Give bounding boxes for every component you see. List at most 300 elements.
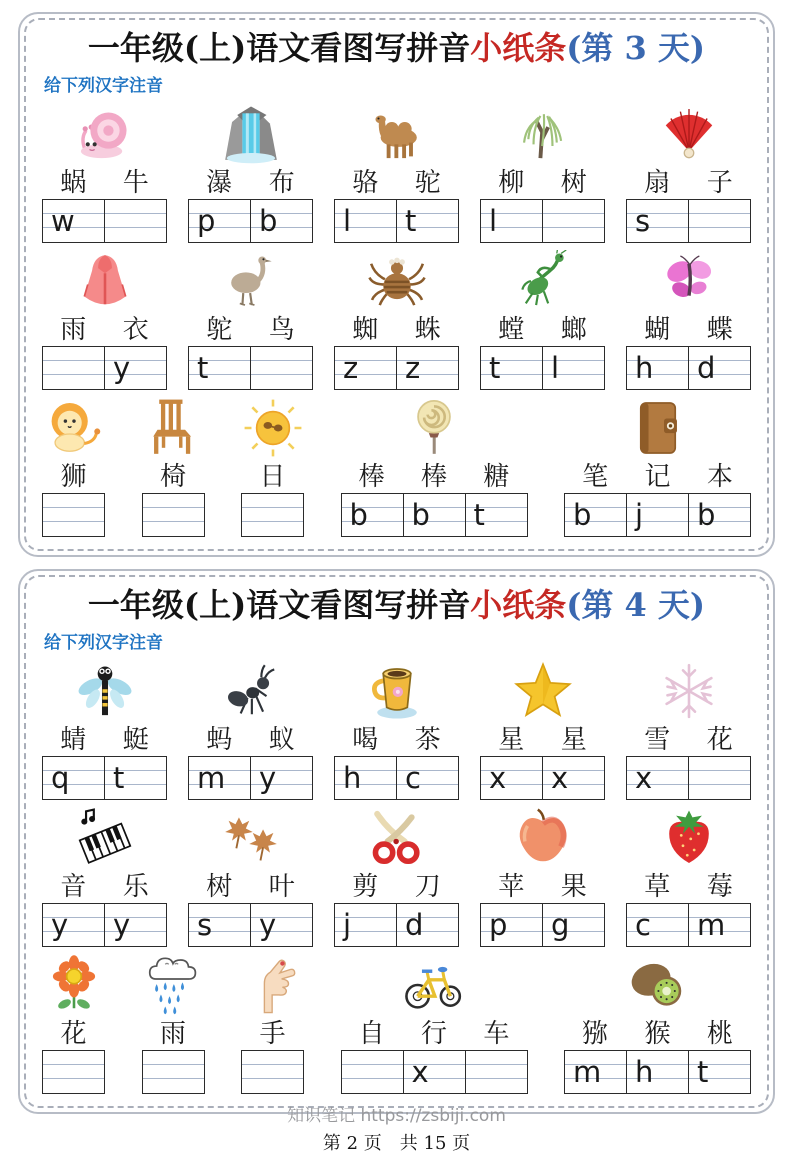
pinyin-grid <box>42 756 167 800</box>
pinyin-cell <box>542 200 604 242</box>
pinyin-cell <box>104 757 166 799</box>
item-row <box>42 250 751 390</box>
worksheet-item <box>188 250 313 390</box>
worksheet-item <box>626 660 751 800</box>
pinyin-grid <box>241 1050 304 1094</box>
lion-icon <box>43 397 105 459</box>
pinyin-grid <box>188 756 313 800</box>
pinyin-grid <box>241 493 304 537</box>
worksheet-card-border <box>24 575 769 1108</box>
pinyin-grid <box>480 346 605 390</box>
pinyin-letter: x <box>489 761 507 795</box>
willow-tree-icon <box>512 103 574 165</box>
scissors-icon <box>366 807 428 869</box>
pinyin-cell <box>189 200 250 242</box>
pinyin-cell <box>43 1051 104 1093</box>
footer-site-url: 知识笔记 https://zsbiji.com <box>287 1106 506 1126</box>
hanzi-character: 糖 <box>483 462 510 492</box>
item-characters <box>564 462 751 493</box>
flower-icon <box>43 954 105 1016</box>
pinyin-letter: b <box>349 498 368 532</box>
pinyin-cell <box>396 757 458 799</box>
item-row <box>42 397 751 537</box>
snowflake-icon <box>658 660 720 722</box>
hanzi-character: 鸵 <box>206 315 233 345</box>
hanzi-character: 苹 <box>498 872 525 902</box>
pinyin-grid <box>334 903 459 947</box>
pinyin-cell <box>542 757 604 799</box>
pinyin-letter: s <box>635 204 651 238</box>
pinyin-letter: b <box>697 498 716 532</box>
hanzi-character: 椅 <box>159 462 186 492</box>
pinyin-cell <box>565 1051 626 1093</box>
bicycle-icon <box>403 954 465 1016</box>
hanzi-character: 骆 <box>352 168 379 198</box>
pinyin-cell <box>481 347 542 389</box>
pinyin-cell <box>627 904 688 946</box>
hanzi-character: 蚂 <box>206 725 233 755</box>
worksheet-item <box>334 103 459 243</box>
hanzi-character: 狮 <box>60 462 87 492</box>
pinyin-grid <box>480 199 605 243</box>
pinyin-letter: x <box>635 761 653 795</box>
item-characters <box>142 462 205 493</box>
item-characters <box>480 315 605 346</box>
pinyin-grid <box>334 199 459 243</box>
pinyin-grid <box>341 493 528 537</box>
pinyin-grid <box>480 903 605 947</box>
hanzi-character: 音 <box>60 872 87 902</box>
worksheet-item <box>42 807 167 947</box>
item-characters <box>334 315 459 346</box>
item-characters <box>241 1019 304 1050</box>
worksheet-item <box>626 250 751 390</box>
pinyin-cell <box>396 347 458 389</box>
pinyin-letter: w <box>51 204 75 238</box>
hanzi-character: 蜻 <box>60 725 87 755</box>
item-characters <box>626 315 751 346</box>
hanzi-character: 雨 <box>159 1019 186 1049</box>
worksheet-item <box>188 807 313 947</box>
pinyin-cell <box>626 1051 688 1093</box>
mantis-icon <box>512 250 574 312</box>
pinyin-grid <box>42 903 167 947</box>
title-main-text: 一年级(上)语文看图写拼音 <box>87 586 471 624</box>
worksheet-item <box>142 954 205 1094</box>
pinyin-grid <box>42 493 105 537</box>
camel-icon <box>366 103 428 165</box>
hanzi-character: 笔 <box>582 462 609 492</box>
pinyin-cell <box>396 904 458 946</box>
hanzi-character: 子 <box>706 168 733 198</box>
pinyin-cell <box>627 347 688 389</box>
pinyin-cell <box>688 904 750 946</box>
hanzi-character: 瀑 <box>206 168 233 198</box>
pinyin-letter: t <box>197 351 209 385</box>
pinyin-grid <box>341 1050 528 1094</box>
hanzi-character: 本 <box>706 462 733 492</box>
hanzi-character: 乐 <box>122 872 149 902</box>
pinyin-cell <box>43 494 104 536</box>
sun-icon <box>242 397 304 459</box>
pinyin-cell <box>481 904 542 946</box>
worksheet-item <box>334 660 459 800</box>
pinyin-letter: y <box>259 761 277 795</box>
pinyin-grid <box>626 756 751 800</box>
pinyin-cell <box>342 1051 403 1093</box>
title-day-text: (第 3 天) <box>566 29 706 67</box>
pinyin-cell <box>189 347 250 389</box>
pinyin-cell <box>335 347 396 389</box>
worksheet-item <box>480 250 605 390</box>
hanzi-character: 桃 <box>706 1019 733 1049</box>
hanzi-character: 车 <box>483 1019 510 1049</box>
raincoat-icon <box>74 250 136 312</box>
pinyin-letter: h <box>635 1055 654 1089</box>
item-characters <box>626 725 751 756</box>
section-title <box>42 26 751 70</box>
pinyin-cell <box>242 494 303 536</box>
hanzi-character: 蝶 <box>706 315 733 345</box>
pinyin-letter: c <box>635 908 651 942</box>
pinyin-grid <box>334 346 459 390</box>
hanzi-character: 果 <box>560 872 587 902</box>
hanzi-character: 扇 <box>644 168 671 198</box>
hanzi-character: 蛛 <box>414 315 441 345</box>
lollipop-icon <box>403 397 465 459</box>
pinyin-cell <box>626 494 688 536</box>
pinyin-grid <box>334 756 459 800</box>
snail-icon <box>74 103 136 165</box>
title-day-text: (第 4 天) <box>566 586 706 624</box>
item-characters <box>42 872 167 903</box>
pinyin-letter: t <box>113 761 125 795</box>
title-main-text: 一年级(上)语文看图写拼音 <box>87 29 471 67</box>
pinyin-grid <box>626 346 751 390</box>
item-characters <box>188 168 313 199</box>
item-row <box>42 807 751 947</box>
hanzi-character: 莓 <box>706 872 733 902</box>
pinyin-cell <box>250 904 312 946</box>
hanzi-character: 蚁 <box>268 725 295 755</box>
pinyin-grid <box>142 493 205 537</box>
pinyin-letter: b <box>411 498 430 532</box>
hanzi-character: 驼 <box>414 168 441 198</box>
footer-page-number: 第 2 页 共 15 页 <box>322 1133 471 1154</box>
hanzi-character: 草 <box>644 872 671 902</box>
pinyin-letter: y <box>259 908 277 942</box>
pinyin-letter: b <box>573 498 592 532</box>
worksheet-page <box>0 12 793 1114</box>
pinyin-cell <box>688 347 750 389</box>
pinyin-cell <box>335 200 396 242</box>
hanzi-character: 星 <box>560 725 587 755</box>
pinyin-letter: z <box>405 351 421 385</box>
hanzi-character: 蜗 <box>60 168 87 198</box>
pinyin-cell <box>335 904 396 946</box>
strawberry-icon <box>658 807 720 869</box>
pinyin-cell <box>43 200 104 242</box>
pinyin-cell <box>104 200 166 242</box>
pinyin-cell <box>481 200 542 242</box>
pinyin-cell <box>250 200 312 242</box>
pinyin-grid <box>142 1050 205 1094</box>
pinyin-letter: x <box>551 761 569 795</box>
item-characters <box>341 1019 528 1050</box>
pinyin-grid <box>42 199 167 243</box>
star-icon <box>512 660 574 722</box>
pinyin-letter: l <box>551 351 560 385</box>
section-subtitle: 给下列汉字注音 <box>44 76 163 96</box>
pinyin-letter: d <box>405 908 424 942</box>
item-row <box>42 660 751 800</box>
item-characters <box>42 462 105 493</box>
pinyin-cell <box>403 1051 465 1093</box>
pinyin-letter: d <box>697 351 716 385</box>
worksheet-item <box>626 807 751 947</box>
worksheet-item <box>480 807 605 947</box>
hanzi-character: 衣 <box>122 315 149 345</box>
rain-cloud-icon <box>142 954 204 1016</box>
pinyin-cell <box>43 757 104 799</box>
hanzi-character: 螂 <box>560 315 587 345</box>
item-row <box>42 954 751 1094</box>
piano-icon <box>74 807 136 869</box>
hanzi-character: 雨 <box>60 315 87 345</box>
pinyin-letter: t <box>405 204 417 238</box>
item-characters <box>626 872 751 903</box>
hanzi-character: 蜘 <box>352 315 379 345</box>
pinyin-letter: p <box>197 204 216 238</box>
hanzi-character: 日 <box>259 462 286 492</box>
pinyin-grid <box>188 199 313 243</box>
item-characters <box>341 462 528 493</box>
item-characters <box>626 168 751 199</box>
item-characters <box>480 872 605 903</box>
pinyin-letter: c <box>405 761 421 795</box>
pinyin-letter: h <box>635 351 654 385</box>
hanzi-character: 行 <box>420 1019 447 1049</box>
hanzi-character: 花 <box>60 1019 87 1049</box>
notebook-icon <box>627 397 689 459</box>
pinyin-letter: j <box>635 498 644 532</box>
hanzi-character: 树 <box>560 168 587 198</box>
worksheet-item <box>334 250 459 390</box>
hanzi-character: 刀 <box>414 872 441 902</box>
item-characters <box>334 168 459 199</box>
pinyin-letter: m <box>197 761 226 795</box>
worksheet-item <box>42 660 167 800</box>
maple-leaves-icon <box>220 807 282 869</box>
pinyin-grid <box>626 199 751 243</box>
pinyin-cell <box>465 1051 527 1093</box>
item-characters <box>564 1019 751 1050</box>
worksheet-item <box>42 397 105 537</box>
pinyin-cell <box>542 347 604 389</box>
worksheet-item <box>241 397 304 537</box>
worksheet-item <box>42 250 167 390</box>
pinyin-grid <box>564 493 751 537</box>
item-characters <box>42 1019 105 1050</box>
pinyin-cell <box>542 904 604 946</box>
pinyin-letter: s <box>197 908 213 942</box>
pinyin-letter: y <box>51 908 69 942</box>
pinyin-grid <box>188 346 313 390</box>
pinyin-letter: y <box>113 908 131 942</box>
item-characters <box>188 725 313 756</box>
pinyin-letter: g <box>551 908 570 942</box>
hanzi-character: 记 <box>644 462 671 492</box>
pinyin-letter: x <box>411 1055 429 1089</box>
pinyin-cell <box>43 347 104 389</box>
pinyin-cell <box>565 494 626 536</box>
pinyin-letter: t <box>489 351 501 385</box>
pinyin-cell <box>104 347 166 389</box>
hanzi-character: 牛 <box>122 168 149 198</box>
pinyin-cell <box>396 200 458 242</box>
pinyin-cell <box>143 494 204 536</box>
hanzi-character: 花 <box>706 725 733 755</box>
pinyin-letter: y <box>113 351 131 385</box>
item-row <box>42 103 751 243</box>
item-characters <box>42 725 167 756</box>
item-characters <box>42 168 167 199</box>
item-characters <box>188 872 313 903</box>
worksheet-item <box>341 954 528 1094</box>
worksheet-item <box>188 103 313 243</box>
worksheet-item <box>564 397 751 537</box>
title-highlight-text: 小纸条 <box>470 586 567 624</box>
worksheet-item <box>142 397 205 537</box>
hanzi-character: 蝴 <box>644 315 671 345</box>
pinyin-grid <box>42 346 167 390</box>
ostrich-icon <box>220 250 282 312</box>
item-characters <box>334 725 459 756</box>
butterfly-icon <box>658 250 720 312</box>
worksheet-item <box>42 954 105 1094</box>
pinyin-cell <box>342 494 403 536</box>
pinyin-cell <box>481 757 542 799</box>
worksheet-item <box>42 103 167 243</box>
pinyin-cell <box>250 347 312 389</box>
item-characters <box>188 315 313 346</box>
worksheet-item <box>341 397 528 537</box>
hanzi-character: 茶 <box>414 725 441 755</box>
spider-icon <box>366 250 428 312</box>
pinyin-cell <box>250 757 312 799</box>
pinyin-cell <box>688 757 750 799</box>
ant-icon <box>220 660 282 722</box>
pinyin-letter: p <box>489 908 508 942</box>
hanzi-character: 布 <box>268 168 295 198</box>
dragonfly-icon <box>74 660 136 722</box>
item-characters <box>42 315 167 346</box>
hanzi-character: 蜓 <box>122 725 149 755</box>
worksheet-card-border <box>24 18 769 551</box>
worksheet-card-day-3 <box>18 12 775 557</box>
pinyin-letter: b <box>259 204 278 238</box>
pinyin-grid <box>564 1050 751 1094</box>
pinyin-letter: z <box>343 351 359 385</box>
worksheet-item <box>241 954 304 1094</box>
hanzi-character: 鸟 <box>268 315 295 345</box>
pinyin-letter: m <box>697 908 726 942</box>
teacup-icon <box>366 660 428 722</box>
pinyin-letter: l <box>489 204 498 238</box>
item-characters <box>241 462 304 493</box>
section-subtitle: 给下列汉字注音 <box>44 633 163 653</box>
pinyin-grid <box>480 756 605 800</box>
pinyin-cell <box>627 757 688 799</box>
item-characters <box>480 168 605 199</box>
hanzi-character: 棒 <box>420 462 447 492</box>
hanzi-character: 喝 <box>352 725 379 755</box>
worksheet-item <box>188 660 313 800</box>
title-highlight-text: 小纸条 <box>470 29 567 67</box>
hanzi-character: 猴 <box>644 1019 671 1049</box>
pinyin-cell <box>403 494 465 536</box>
folding-fan-icon <box>658 103 720 165</box>
pinyin-grid <box>626 903 751 947</box>
kiwi-icon <box>627 954 689 1016</box>
chair-icon <box>142 397 204 459</box>
pinyin-grid <box>42 1050 105 1094</box>
worksheet-card-day-4 <box>18 569 775 1114</box>
hanzi-character: 自 <box>358 1019 385 1049</box>
pinyin-cell <box>627 200 688 242</box>
section-title <box>42 583 751 627</box>
hanzi-character: 棒 <box>358 462 385 492</box>
pinyin-grid <box>188 903 313 947</box>
hanzi-character: 柳 <box>498 168 525 198</box>
pinyin-letter: l <box>343 204 352 238</box>
pinyin-cell <box>242 1051 303 1093</box>
pinyin-cell <box>688 200 750 242</box>
item-characters <box>480 725 605 756</box>
pinyin-letter: m <box>573 1055 602 1089</box>
pinyin-cell <box>104 904 166 946</box>
item-characters <box>334 872 459 903</box>
pinyin-cell <box>189 904 250 946</box>
pinyin-letter: t <box>473 498 485 532</box>
pinyin-cell <box>688 1051 750 1093</box>
worksheet-item <box>564 954 751 1094</box>
item-characters <box>142 1019 205 1050</box>
pinyin-cell <box>189 757 250 799</box>
pinyin-cell <box>335 757 396 799</box>
apple-icon <box>512 807 574 869</box>
hand-icon <box>242 954 304 1016</box>
hanzi-character: 树 <box>206 872 233 902</box>
hanzi-character: 雪 <box>644 725 671 755</box>
worksheet-item <box>626 103 751 243</box>
hanzi-character: 螳 <box>498 315 525 345</box>
pinyin-letter: j <box>343 908 352 942</box>
pinyin-letter: h <box>343 761 362 795</box>
pinyin-cell <box>43 904 104 946</box>
pinyin-cell <box>688 494 750 536</box>
hanzi-character: 猕 <box>582 1019 609 1049</box>
worksheet-item <box>480 103 605 243</box>
hanzi-character: 手 <box>259 1019 286 1049</box>
worksheet-item <box>334 807 459 947</box>
pinyin-letter: t <box>697 1055 709 1089</box>
worksheet-item <box>480 660 605 800</box>
pinyin-cell <box>465 494 527 536</box>
pinyin-letter: q <box>51 761 70 795</box>
waterfall-icon <box>220 103 282 165</box>
pinyin-cell <box>143 1051 204 1093</box>
